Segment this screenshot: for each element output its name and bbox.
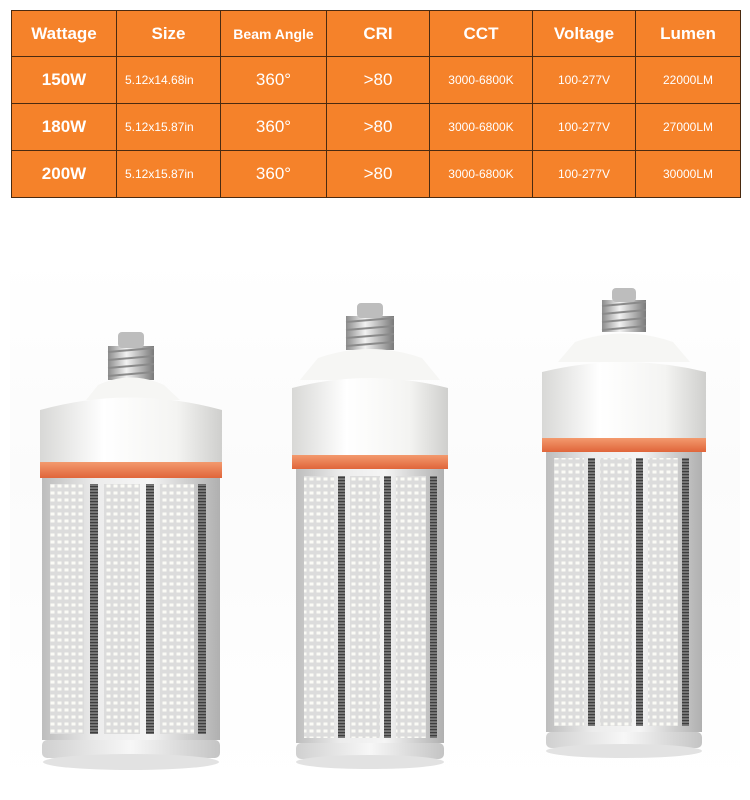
cell-beam-angle: 360° <box>221 104 327 151</box>
cell-cct: 3000-6800K <box>430 57 533 104</box>
cell-cct: 3000-6800K <box>430 151 533 198</box>
cell-size: 5.12x14.68in <box>117 57 221 104</box>
header-cct: CCT <box>430 11 533 57</box>
cell-lumen: 22000LM <box>636 57 741 104</box>
cell-voltage: 100-277V <box>533 104 636 151</box>
cell-wattage: 150W <box>12 57 117 104</box>
header-voltage: Voltage <box>533 11 636 57</box>
cell-size: 5.12x15.87in <box>117 151 221 198</box>
header-size: Size <box>117 11 221 57</box>
header-lumen: Lumen <box>636 11 741 57</box>
cell-cri: >80 <box>327 104 430 151</box>
cell-beam-angle: 360° <box>221 57 327 104</box>
cell-cri: >80 <box>327 151 430 198</box>
header-cri: CRI <box>327 11 430 57</box>
led-corn-bulb-200w-icon <box>542 288 706 758</box>
cell-size: 5.12x15.87in <box>117 104 221 151</box>
cell-lumen: 30000LM <box>636 151 741 198</box>
cell-cri: >80 <box>327 57 430 104</box>
cell-voltage: 100-277V <box>533 57 636 104</box>
cell-voltage: 100-277V <box>533 151 636 198</box>
cell-cct: 3000-6800K <box>430 104 533 151</box>
cell-wattage: 180W <box>12 104 117 151</box>
cell-lumen: 27000LM <box>636 104 741 151</box>
cell-wattage: 200W <box>12 151 117 198</box>
cell-beam-angle: 360° <box>221 151 327 198</box>
header-beam-angle: Beam Angle <box>221 11 327 57</box>
led-corn-bulb-180w-icon <box>292 303 448 769</box>
led-corn-bulb-150w-icon <box>40 332 222 770</box>
header-wattage: Wattage <box>12 11 117 57</box>
